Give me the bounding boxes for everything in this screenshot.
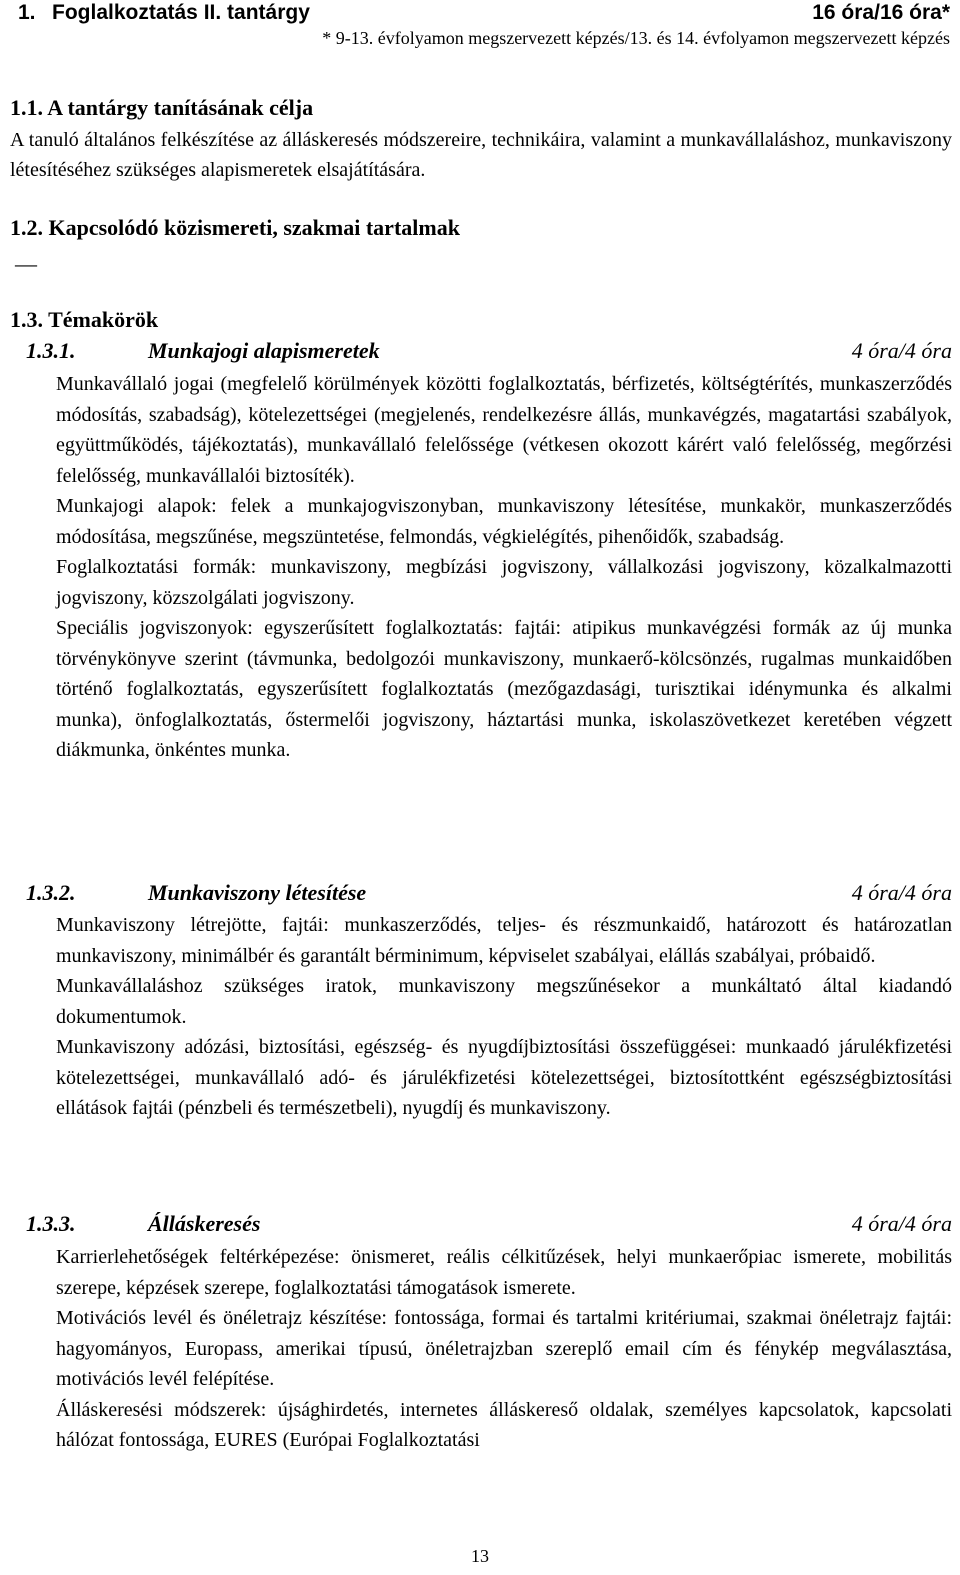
topic-title: Munkaviszony létesítése: [148, 880, 367, 905]
page-number: 13: [471, 1546, 489, 1566]
topic-hours: 4 óra/4 óra: [851, 1211, 952, 1236]
topic-number: 1.3.2.: [26, 880, 76, 905]
topic-paragraph: Motivációs levél és önéletrajz készítése: fontossága, formai és tartalmi kritériumai, szakmai önéletrajz fajtái: hagyományos, Europass, amerikai típusú, önéletrajzban szereplő email cím és fénykép megválasztása, motivációs levél felépítése.: [56, 1307, 952, 1390]
topic-body: [56, 1242, 952, 1456]
topic-header: [18, 338, 952, 368]
topic-paragraph: Karrierlehetőségek feltérképezése: önismeret, reális célkitűzések, helyi munkaerőpiac ismerete, mobilitás szerepe, képzések szerepe, foglalkoztatási támogatások ismerete.: [56, 1246, 952, 1299]
topic-hours: 4 óra/4 óra: [851, 880, 952, 905]
section-heading-topics: 1.3. Témakörök: [10, 307, 159, 332]
topic-paragraph: Munkaviszony adózási, biztosítási, egészség- és nyugdíjbiztosítási összefüggései: munkaadó járulékfizetési kötelezettségei, munkavállaló adó- és járulékfizetési kötelezettségei, biztosítottként egészségbiztosítási ellátások fajtái (pénzbeli és természetbeli), nyugdíj és munkaviszony.: [56, 1036, 952, 1119]
topic-paragraph: Munkavállaláshoz szükséges iratok, munkaviszony megszűnésekor a munkáltató által kiadandó dokumentumok.: [56, 975, 952, 1028]
topic-body: [56, 369, 952, 766]
subject-title-row: [18, 1, 950, 31]
topic-paragraph: Álláskeresési módszerek: újsághirdetés, internetes álláskereső oldalak, személyes kapcsolatok, kapcsolati hálózat fontossága, EURES (Európai Foglalkoztatási: [56, 1398, 952, 1451]
subject-hours: 16 óra/16 óra*: [812, 1, 950, 24]
hours-footnote: * 9-13. évfolyamon megszervezett képzés/13. és 14. évfolyamon megszervezett képzés: [322, 28, 950, 48]
topic-hours: 4 óra/4 óra: [851, 338, 952, 363]
topic-paragraph: Speciális jogviszonyok: egyszerűsített foglalkoztatás: fajtái: atipikus munkavégzési formák az új munka törvénykönyve szerint (távmunka, bedolgozói munkaviszony, munkaerő-kölcsönzés, rugalmas munkaidőben történő foglalkoztatás, egyszerűsített foglalkoztatás (mezőgazdasági, turisztikai idénymunka és alkalmi munka), önfoglalkoztatás, őstermelői jogviszony, háztartási munka, iskolaszövetkezet keretében végzett diákmunka, önkéntes munka.: [56, 617, 952, 761]
topic-header: [18, 880, 952, 910]
topic-body: [56, 910, 952, 1124]
topic-paragraph: Munkavállaló jogai (megfelelő körülmények közötti foglalkoztatás, bérfizetés, költségtérítés, munkaszerződés módosítás, szabadság), kötelezettségei (megjelenés, rendelkezésre állás, munkavégzés, magatartási szabályok, együttműködés, tájékoztatás), munkavállaló felelőssége (vétkesen okozott kárért való felelősség, megőrzési felelősség, munkavállalói biztosíték).: [56, 373, 952, 487]
subject-number: 1.: [18, 1, 36, 24]
topic-paragraph: Munkaviszony létrejötte, fajtái: munkaszerződés, teljes- és részmunkaidő, határozott és határozatlan munkaviszony, minimálbér és garantált bérminimum, képviselet szabályai, elállás szabályai, próbaidő.: [56, 914, 952, 967]
topic-number: 1.3.3.: [26, 1211, 76, 1236]
section-text-goal: A tanuló általános felkészítése az álláskeresés módszereire, technikáira, valamint a munkavállaláshoz, munkaviszony létesítéséhez szükséges alapismeretek elsajátítására.: [10, 129, 952, 181]
topic-header: [18, 1211, 952, 1241]
topic-title: Munkajogi alapismeretek: [148, 338, 380, 363]
topic-paragraph: Foglalkoztatási formák: munkaviszony, megbízási jogviszony, vállalkozási jogviszony, közalkalmazotti jogviszony, közszolgálati jogviszony.: [56, 556, 952, 609]
section-heading-related: 1.2. Kapcsolódó közismereti, szakmai tartalmak: [10, 215, 460, 240]
topic-number: 1.3.1.: [26, 338, 76, 363]
section-heading-goal: 1.1. A tantárgy tanításának célja: [10, 95, 314, 120]
empty-content-dash: —: [15, 251, 37, 276]
subject-title: [18, 1, 310, 25]
topic-paragraph: Munkajogi alapok: felek a munkajogviszonyban, munkaviszony létesítése, munkakör, munkaszerződés módosítása, megszűnése, megszüntetése, felmondás, végkielégítés, pihenőidők, szabadság.: [56, 495, 952, 548]
subject-name: Foglalkoztatás II. tantárgy: [52, 1, 310, 24]
topic-title: Álláskeresés: [148, 1211, 261, 1236]
